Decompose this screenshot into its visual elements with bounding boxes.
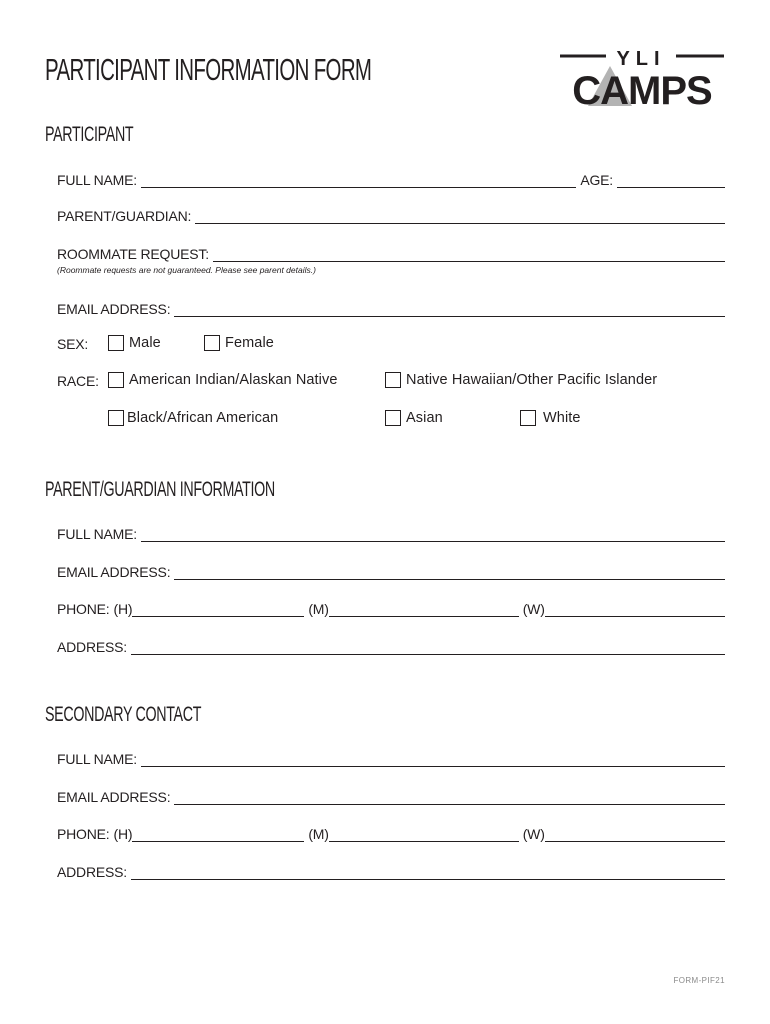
secondary-email-label: EMAIL ADDRESS: bbox=[57, 789, 171, 805]
parent-phone-mobile-label: (M) bbox=[308, 601, 329, 617]
parent-guardian-row bbox=[57, 204, 725, 224]
section-parent-heading: PARENT/GUARDIAN INFORMATION bbox=[45, 478, 275, 501]
parent-full-name-field[interactable] bbox=[141, 526, 725, 542]
roommate-request-field[interactable] bbox=[213, 246, 725, 262]
participant-age-label: AGE: bbox=[580, 172, 613, 188]
parent-phone-mobile-field[interactable] bbox=[329, 601, 519, 617]
sex-option-male-label: Male bbox=[129, 335, 161, 351]
parent-email-field[interactable] bbox=[174, 564, 725, 580]
race-option-native-hawaiian[interactable] bbox=[385, 372, 657, 388]
race-option-white-label: White bbox=[543, 410, 581, 426]
checkbox-black[interactable] bbox=[108, 410, 124, 426]
parent-address-label: ADDRESS: bbox=[57, 639, 127, 655]
race-option-american-indian-label: American Indian/Alaskan Native bbox=[129, 372, 338, 388]
parent-phone-home-field[interactable] bbox=[132, 601, 304, 617]
parent-full-name-row bbox=[57, 522, 725, 542]
checkbox-asian[interactable] bbox=[385, 410, 401, 426]
secondary-phone-mobile-field[interactable] bbox=[329, 826, 519, 842]
secondary-full-name-field[interactable] bbox=[141, 751, 725, 767]
checkbox-white[interactable] bbox=[520, 410, 536, 426]
secondary-full-name-row bbox=[57, 747, 725, 767]
participant-email-label: EMAIL ADDRESS: bbox=[57, 301, 171, 317]
race-option-asian-label: Asian bbox=[406, 410, 443, 426]
logo-text-bottom: CAMPS bbox=[572, 69, 712, 110]
sex-option-female-label: Female bbox=[225, 335, 274, 351]
race-option-black-label: Black/African American bbox=[127, 410, 279, 426]
roommate-request-label: ROOMMATE REQUEST: bbox=[57, 246, 209, 262]
secondary-phone-row bbox=[57, 822, 725, 842]
form-code: FORM-PIF21 bbox=[673, 976, 725, 985]
participant-email-row bbox=[57, 297, 725, 317]
participant-email-field[interactable] bbox=[174, 301, 725, 317]
secondary-full-name-label: FULL NAME: bbox=[57, 751, 137, 767]
checkbox-female[interactable] bbox=[204, 335, 220, 351]
checkbox-male[interactable] bbox=[108, 335, 124, 351]
logo-graphic bbox=[558, 48, 726, 110]
race-option-white[interactable] bbox=[520, 410, 581, 426]
secondary-address-row bbox=[57, 860, 725, 880]
parent-phone-work-label: (W) bbox=[522, 601, 545, 617]
checkbox-native-hawaiian[interactable] bbox=[385, 372, 401, 388]
secondary-email-row bbox=[57, 785, 725, 805]
checkbox-american-indian[interactable] bbox=[108, 372, 124, 388]
secondary-phone-label: PHONE: bbox=[57, 826, 110, 842]
race-option-native-hawaiian-label: Native Hawaiian/Other Pacific Islander bbox=[406, 372, 658, 388]
secondary-address-field[interactable] bbox=[131, 864, 725, 880]
parent-phone-work-field[interactable] bbox=[545, 601, 725, 617]
participant-full-name-row bbox=[57, 168, 725, 188]
secondary-phone-mobile-label: (M) bbox=[308, 826, 329, 842]
parent-address-field[interactable] bbox=[131, 639, 725, 655]
section-secondary-heading: SECONDARY CONTACT bbox=[45, 703, 202, 726]
form-title: PARTICIPANT INFORMATION FORM bbox=[45, 52, 372, 87]
participant-age-field[interactable] bbox=[617, 172, 725, 188]
parent-address-row bbox=[57, 635, 725, 655]
logo-text-top: YLI bbox=[616, 48, 666, 70]
parent-email-label: EMAIL ADDRESS: bbox=[57, 564, 171, 580]
parent-phone-home-label: (H) bbox=[113, 601, 133, 617]
race-label: RACE: bbox=[57, 373, 99, 389]
parent-phone-row bbox=[57, 597, 725, 617]
sex-option-female[interactable] bbox=[204, 335, 274, 351]
roommate-note: (Roommate requests are not guaranteed. Please see parent details.) bbox=[57, 265, 316, 275]
participant-full-name-label: FULL NAME: bbox=[57, 172, 137, 188]
sex-option-male[interactable] bbox=[108, 335, 161, 351]
parent-guardian-label: PARENT/GUARDIAN: bbox=[57, 208, 192, 224]
secondary-phone-home-field[interactable] bbox=[132, 826, 304, 842]
sex-label: SEX: bbox=[57, 336, 89, 352]
section-participant-heading: PARTICIPANT bbox=[45, 123, 134, 146]
secondary-phone-work-field[interactable] bbox=[545, 826, 725, 842]
participant-full-name-field[interactable] bbox=[141, 172, 576, 188]
race-option-black[interactable] bbox=[108, 410, 278, 426]
secondary-phone-home-label: (H) bbox=[113, 826, 133, 842]
secondary-phone-work-label: (W) bbox=[522, 826, 545, 842]
parent-phone-label: PHONE: bbox=[57, 601, 110, 617]
race-option-american-indian[interactable] bbox=[108, 372, 338, 388]
race-option-asian[interactable] bbox=[385, 410, 443, 426]
secondary-email-field[interactable] bbox=[174, 789, 725, 805]
secondary-address-label: ADDRESS: bbox=[57, 864, 127, 880]
parent-email-row bbox=[57, 560, 725, 580]
parent-guardian-field[interactable] bbox=[195, 208, 725, 224]
yli-camps-logo bbox=[558, 48, 726, 110]
parent-full-name-label: FULL NAME: bbox=[57, 526, 137, 542]
roommate-request-row bbox=[57, 242, 725, 262]
